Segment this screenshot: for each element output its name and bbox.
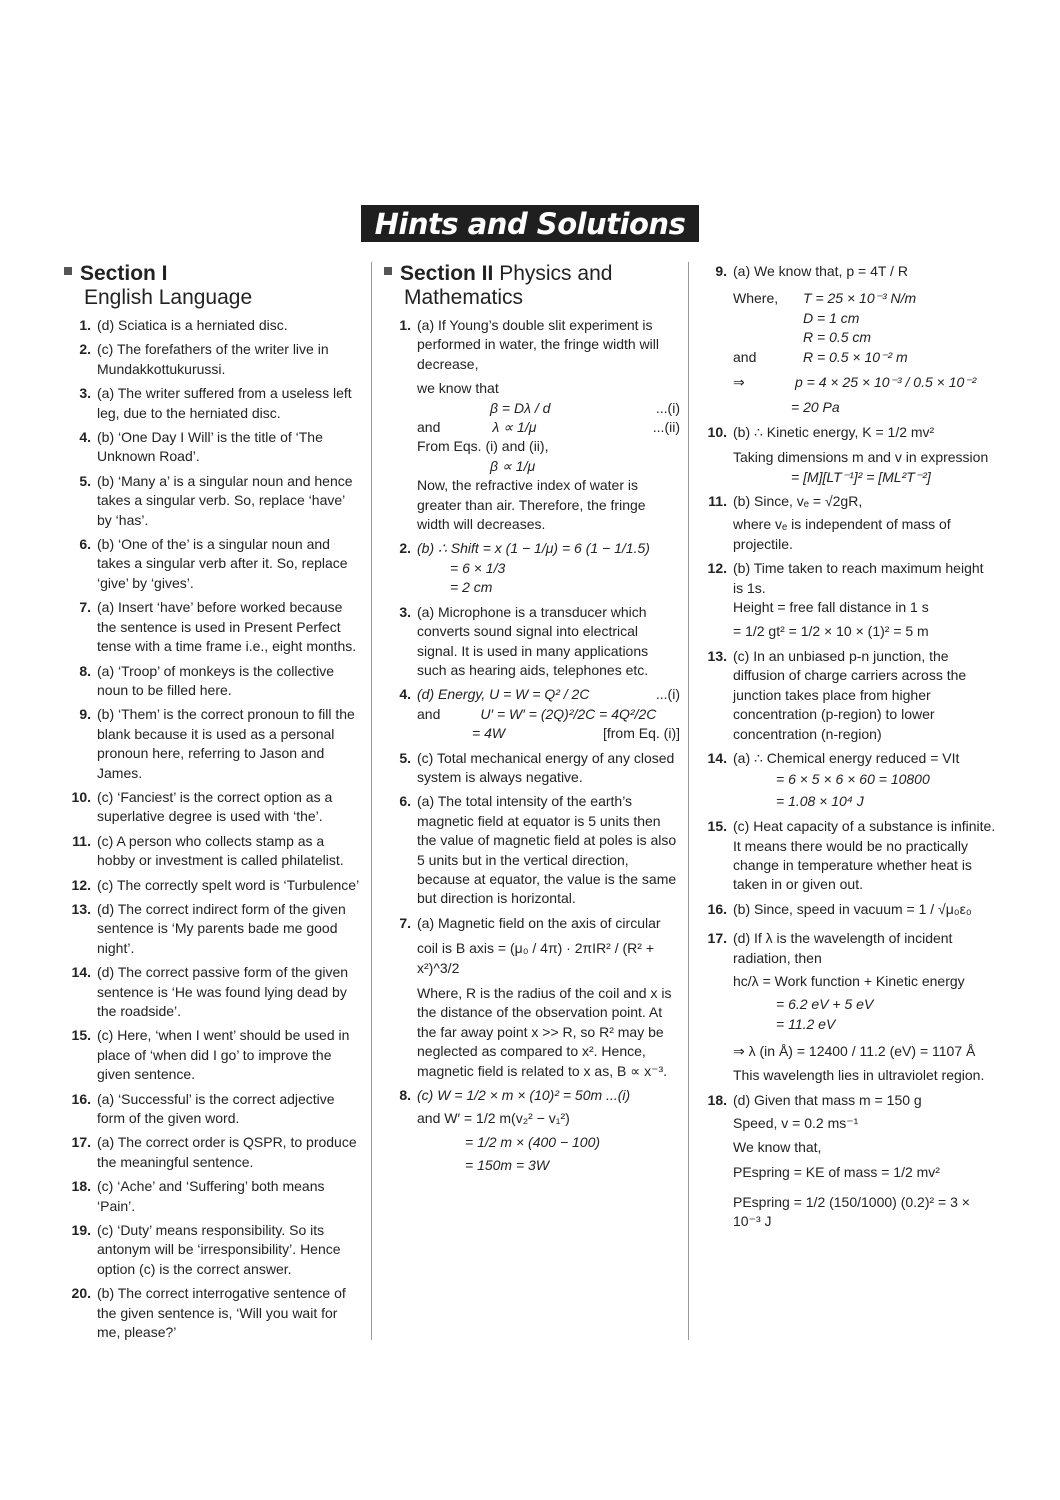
answer-text: (c) W = 1/2 × m × (10)² = 50m ...(i) xyxy=(417,1087,631,1104)
answer-line-prefix: ⇒ xyxy=(733,374,745,391)
answer-line: = [M][LT⁻¹]² = [ML²T⁻²] xyxy=(791,468,931,485)
answer-item xyxy=(380,749,680,788)
answer-text: (c) ‘Duty’ means responsibility. So its antonym will be ‘irresponsibility’. Hence option (c) is the correct answer. xyxy=(97,1222,341,1277)
answer-item xyxy=(696,817,996,895)
answer-line: This wavelength lies in ultraviolet region. xyxy=(733,1066,985,1083)
answer-text: (a) We know that, p = 4T / R xyxy=(733,263,908,279)
answer-item xyxy=(60,535,362,593)
answer-item xyxy=(696,900,996,919)
equation xyxy=(380,399,680,418)
column-section-2 xyxy=(380,262,680,1176)
answer-number: 18. xyxy=(707,1092,727,1109)
answer-text: (a) ‘Troop’ of monkeys is the collective noun to be filled here. xyxy=(97,662,335,698)
answer-number: 7. xyxy=(79,599,91,616)
answer-item xyxy=(696,1091,996,1110)
answer-line: where vₑ is independent of mass of projectile. xyxy=(733,516,951,552)
answer-number: 9. xyxy=(715,263,727,279)
answer-number: 2. xyxy=(399,540,411,557)
answer-line: D = 1 cm xyxy=(803,309,860,326)
answer-item xyxy=(60,876,362,895)
equation-tag: ...(i) xyxy=(655,399,680,416)
answer-line-text: R = 0.5 × 10⁻² m xyxy=(803,348,908,365)
answer-line: = 20 Pa xyxy=(791,399,840,416)
answer-text: (c) ‘Fanciest’ is the correct option as a superlative degree is used with ‘the’. xyxy=(97,788,333,825)
answer-number: 17. xyxy=(71,1134,91,1151)
answer-text: (c) Total mechanical energy of any closed system is always negative. xyxy=(417,749,675,785)
section-1-heading xyxy=(60,262,362,310)
answer-number: 14. xyxy=(71,964,91,981)
answer-item xyxy=(60,316,362,335)
page-title: Hints and Solutions xyxy=(374,206,686,241)
bullet-square-icon xyxy=(384,267,392,275)
answer-text: (a) Magnetic field on the axis of circular xyxy=(417,914,661,931)
answer-text: (c) A person who collects stamp as a hobby or investment is called philatelist. xyxy=(97,832,344,869)
answer-text: (a) The writer suffered from a useless left leg, due to the herniated disc. xyxy=(97,385,352,421)
answer-number: 13. xyxy=(71,900,91,917)
answer-text: (d) If λ is the wavelength of incident radiation, then xyxy=(733,930,953,966)
answer-text: (b) The correct interrogative sentence of the given sentence is, ‘Will you wait for me, please?’ xyxy=(97,1285,346,1341)
answer-number: 16. xyxy=(707,900,727,917)
answer-text: (b) ‘One of the’ is a singular noun and takes a singular verb after it. So, replace ‘give’ by ‘gives’. xyxy=(97,536,348,591)
answer-item xyxy=(60,1284,362,1342)
answer-item xyxy=(60,832,362,871)
answer-line-text: p = 4 × 25 × 10⁻³ / 0.5 × 10⁻² xyxy=(795,374,977,391)
answer-number: 19. xyxy=(71,1222,91,1239)
answer-text: (a) The total intensity of the earth’s magnetic field at equator is 5 units then the value of magnetic field at poles is also 5 units but in the vertical direction, because at equator, the value is the same but direction is horizontal. xyxy=(417,793,677,907)
answer-text: (d) Energy, U = W = Q² / 2C xyxy=(417,686,590,703)
equation-text: = 4W xyxy=(472,725,506,742)
answer-line xyxy=(696,373,996,392)
section-2-subtitle-a: Physics and xyxy=(499,262,613,285)
equation xyxy=(380,418,680,437)
answer-item xyxy=(696,559,996,598)
answer-line: R = 0.5 cm xyxy=(803,329,872,346)
bullet-square-icon xyxy=(64,267,72,275)
section-1-answers xyxy=(60,316,362,1343)
answer-text: (b) Since, speed in vacuum = 1 / √μ₀ε₀ xyxy=(733,900,972,917)
answer-item xyxy=(60,1177,362,1216)
equation-text: β ∝ 1/μ xyxy=(490,457,536,474)
answer-line-prefix: and xyxy=(733,348,757,365)
answer-number: 4. xyxy=(399,686,411,703)
answer-text: (b) ‘Many a’ is a singular noun and hence takes a singular verb. So, replace ‘have’ by ‘has’. xyxy=(97,472,353,528)
answer-text: (d) Sciatica is a herniated disc. xyxy=(97,317,288,333)
answer-line: = 1/2 m × (400 − 100) xyxy=(465,1133,601,1150)
page-title-banner xyxy=(361,205,699,242)
answer-item xyxy=(60,1221,362,1279)
answer-item xyxy=(380,792,680,908)
answer-line: and W′ = 1/2 m(v₂² − v₁²) xyxy=(417,1110,570,1127)
answer-text: (a) Microphone is a transducer which converts sound signal into electrical signal. It is used in many applications such as hearing aids, telephones etc. xyxy=(417,603,649,678)
answer-item xyxy=(60,598,362,656)
equation-tag: ...(i) xyxy=(655,686,680,703)
answer-line: = 6 × 1/3 xyxy=(450,559,506,576)
answer-item xyxy=(696,492,996,511)
answer-line: Where, R is the radius of the coil and x is the distance of the observation point. At the far away point x >> R, so R² may be neglected as compared to x². Hence, magnetic field is related to x as, B ∝ x⁻³. xyxy=(417,985,672,1079)
answer-number: 5. xyxy=(79,472,91,489)
answer-text: (a) If Young’s double slit experiment is performed in water, the fringe width will decrease, xyxy=(417,317,659,372)
answer-number: 5. xyxy=(399,749,411,766)
answer-number: 15. xyxy=(71,1027,91,1044)
answer-item xyxy=(60,340,362,379)
answer-line: we know that xyxy=(417,380,499,397)
answer-line: PEspring = 1/2 (150/1000) (0.2)² = 3 × 10⁻³ J xyxy=(733,1193,970,1230)
equation-tag: [from Eq. (i)] xyxy=(602,725,680,742)
answer-number: 1. xyxy=(79,317,91,333)
answer-number: 11. xyxy=(708,493,727,510)
column-section-1 xyxy=(60,262,362,1348)
answer-number: 2. xyxy=(79,341,91,358)
answer-line: = 6.2 eV + 5 eV xyxy=(776,996,874,1013)
answer-line: Now, the refractive index of water is greater than air. Therefore, the fringe width will decreases. xyxy=(417,477,646,533)
answer-item xyxy=(380,539,680,558)
answer-text: (b) Time taken to reach maximum height is 1s. xyxy=(733,560,984,596)
equation-text: U′ = W′ = (2Q)²/2C = 4Q²/2C xyxy=(480,705,657,722)
answer-item xyxy=(380,914,680,933)
section-2-heading xyxy=(380,262,680,310)
answer-number: 8. xyxy=(399,1087,411,1104)
equation-prefix: and xyxy=(417,419,441,436)
answer-text: (d) Given that mass m = 150 g xyxy=(733,1092,922,1109)
answer-item xyxy=(60,428,362,467)
answer-number: 10. xyxy=(71,788,91,805)
answer-number: 8. xyxy=(79,662,91,679)
answer-line: We know that, xyxy=(733,1138,822,1155)
answer-text: (a) ‘Successful’ is the correct adjective form of the given word. xyxy=(97,1090,335,1127)
answer-number: 11. xyxy=(72,832,91,849)
answer-text: (d) The correct passive form of the given sentence is ‘He was found lying dead by the roadside’. xyxy=(97,964,349,1019)
section-2-subtitle-b: Mathematics xyxy=(404,286,524,309)
answer-number: 3. xyxy=(79,385,91,402)
answer-number: 7. xyxy=(399,914,411,931)
answer-text: (a) Insert ‘have’ before worked because the sentence is used in Present Perfect tense with a time frame i.e., eight months. xyxy=(97,599,357,655)
answer-line: = 1.08 × 10⁴ J xyxy=(776,792,864,809)
answer-text: (c) ‘Ache’ and ‘Suffering’ both means ‘Pain’. xyxy=(97,1178,325,1214)
answer-number: 12. xyxy=(71,876,91,893)
answer-item xyxy=(60,963,362,1021)
equation xyxy=(380,705,680,724)
answer-line: coil is B axis = (μ₀ / 4π) · 2πIR² / (R² + x²)^3/2 xyxy=(417,940,655,976)
section-2-title: Section II xyxy=(400,262,494,285)
answer-number: 12. xyxy=(707,560,727,577)
answer-line: = 1/2 gt² = 1/2 × 10 × (1)² = 5 m xyxy=(733,622,929,639)
answer-line: = 11.2 eV xyxy=(776,1015,836,1032)
equation-prefix: and xyxy=(417,705,441,722)
answer-text: (c) In an unbiased p-n junction, the diffusion of charge carriers across the junction takes place from higher concentration (p-region) to lower concentration (n-region) xyxy=(733,647,967,742)
answer-line-prefix: Where, xyxy=(733,290,779,307)
answer-number: 17. xyxy=(707,930,727,947)
answer-item xyxy=(60,788,362,827)
answer-text: (b) Since, vₑ = √2gR, xyxy=(733,493,863,510)
answer-item xyxy=(380,603,680,681)
answer-item xyxy=(60,900,362,958)
answer-text: (a) The correct order is QSPR, to produce the meaningful sentence. xyxy=(97,1134,357,1170)
column-section-2-continued xyxy=(696,262,996,1231)
answer-line xyxy=(696,289,996,308)
answer-item xyxy=(696,262,996,281)
column-divider xyxy=(688,262,689,1340)
equation xyxy=(380,724,680,743)
answer-text: (c) Heat capacity of a substance is infinite. It means there would be no practically change in temperature whether heat is taken in or given out. xyxy=(733,818,996,893)
equation-text: λ ∝ 1/μ xyxy=(492,419,537,436)
answer-text: (c) The correctly spelt word is ‘Turbulence’ xyxy=(97,876,360,893)
answer-item xyxy=(60,662,362,701)
answer-number: 15. xyxy=(707,818,727,835)
answer-item xyxy=(380,316,680,374)
answer-text: (b) ‘Them’ is the correct pronoun to fill the blank because it is used as a personal pronoun here, referring to Jason and James. xyxy=(97,706,355,781)
answer-item xyxy=(60,1026,362,1084)
answer-text: (b) ‘One Day I Will’ is the title of ‘The Unknown Road’. xyxy=(97,429,323,465)
answer-line: = 6 × 5 × 6 × 60 = 10800 xyxy=(776,771,930,788)
answer-item xyxy=(696,423,996,442)
answer-line: From Eqs. (i) and (ii), xyxy=(417,438,549,455)
answer-number: 3. xyxy=(399,603,411,620)
answer-text: (d) The correct indirect form of the given sentence is ‘My parents bade me good night’. xyxy=(97,900,346,956)
section-1-subtitle: English Language xyxy=(84,286,253,309)
answer-line: Speed, v = 0.2 ms⁻¹ xyxy=(733,1115,859,1132)
answer-number: 9. xyxy=(79,706,91,723)
answer-item xyxy=(60,1133,362,1172)
answer-item xyxy=(60,705,362,783)
answer-text: (b) ∴ Kinetic energy, K = 1/2 mv² xyxy=(733,423,935,440)
column-divider xyxy=(371,262,372,1340)
answer-item xyxy=(60,472,362,530)
answer-line-text: T = 25 × 10⁻³ N/m xyxy=(803,290,917,307)
answer-line: hc/λ = Work function + Kinetic energy xyxy=(733,973,965,989)
equation-text: β = Dλ / d xyxy=(490,399,551,416)
answer-text: (a) ∴ Chemical energy reduced = VIt xyxy=(733,749,960,766)
answer-line: PEspring = KE of mass = 1/2 mv² xyxy=(733,1164,940,1181)
answer-item xyxy=(60,1090,362,1129)
answer-number: 1. xyxy=(399,317,411,333)
answer-number: 10. xyxy=(707,423,727,440)
answer-text: (c) Here, ‘when I went’ should be used in place of ‘when did I go’ to improve the given sentence. xyxy=(97,1027,350,1083)
answer-line xyxy=(696,348,996,367)
answer-item xyxy=(380,1086,680,1105)
answer-number: 20. xyxy=(71,1285,91,1302)
answer-item xyxy=(696,749,996,768)
answer-line: = 2 cm xyxy=(450,579,493,596)
answer-number: 13. xyxy=(707,647,727,664)
answer-line: Taking dimensions m and v in expression xyxy=(733,449,989,466)
answer-item xyxy=(60,384,362,423)
answer-line: ⇒ λ (in Å) = 12400 / 11.2 (eV) = 1107 Å xyxy=(733,1043,976,1060)
answer-number: 18. xyxy=(71,1178,91,1195)
answer-line: Height = free fall distance in 1 s xyxy=(733,599,929,616)
answer-item xyxy=(380,685,680,704)
section-1-title: Section I xyxy=(80,262,168,285)
answer-text: (c) The forefathers of the writer live in Mundakkottukurussi. xyxy=(97,341,329,377)
answer-item xyxy=(696,647,996,744)
answer-number: 14. xyxy=(707,749,727,766)
answer-number: 16. xyxy=(71,1090,91,1107)
answer-text: (b) ∴ Shift = x (1 − 1/μ) = 6 (1 − 1/1.5) xyxy=(417,540,650,557)
equation-tag: ...(ii) xyxy=(652,419,680,436)
answer-number: 6. xyxy=(399,793,411,810)
answer-number: 6. xyxy=(79,536,91,553)
answer-item xyxy=(696,929,996,968)
answer-number: 4. xyxy=(79,429,91,446)
answer-line: = 150m = 3W xyxy=(465,1157,550,1174)
